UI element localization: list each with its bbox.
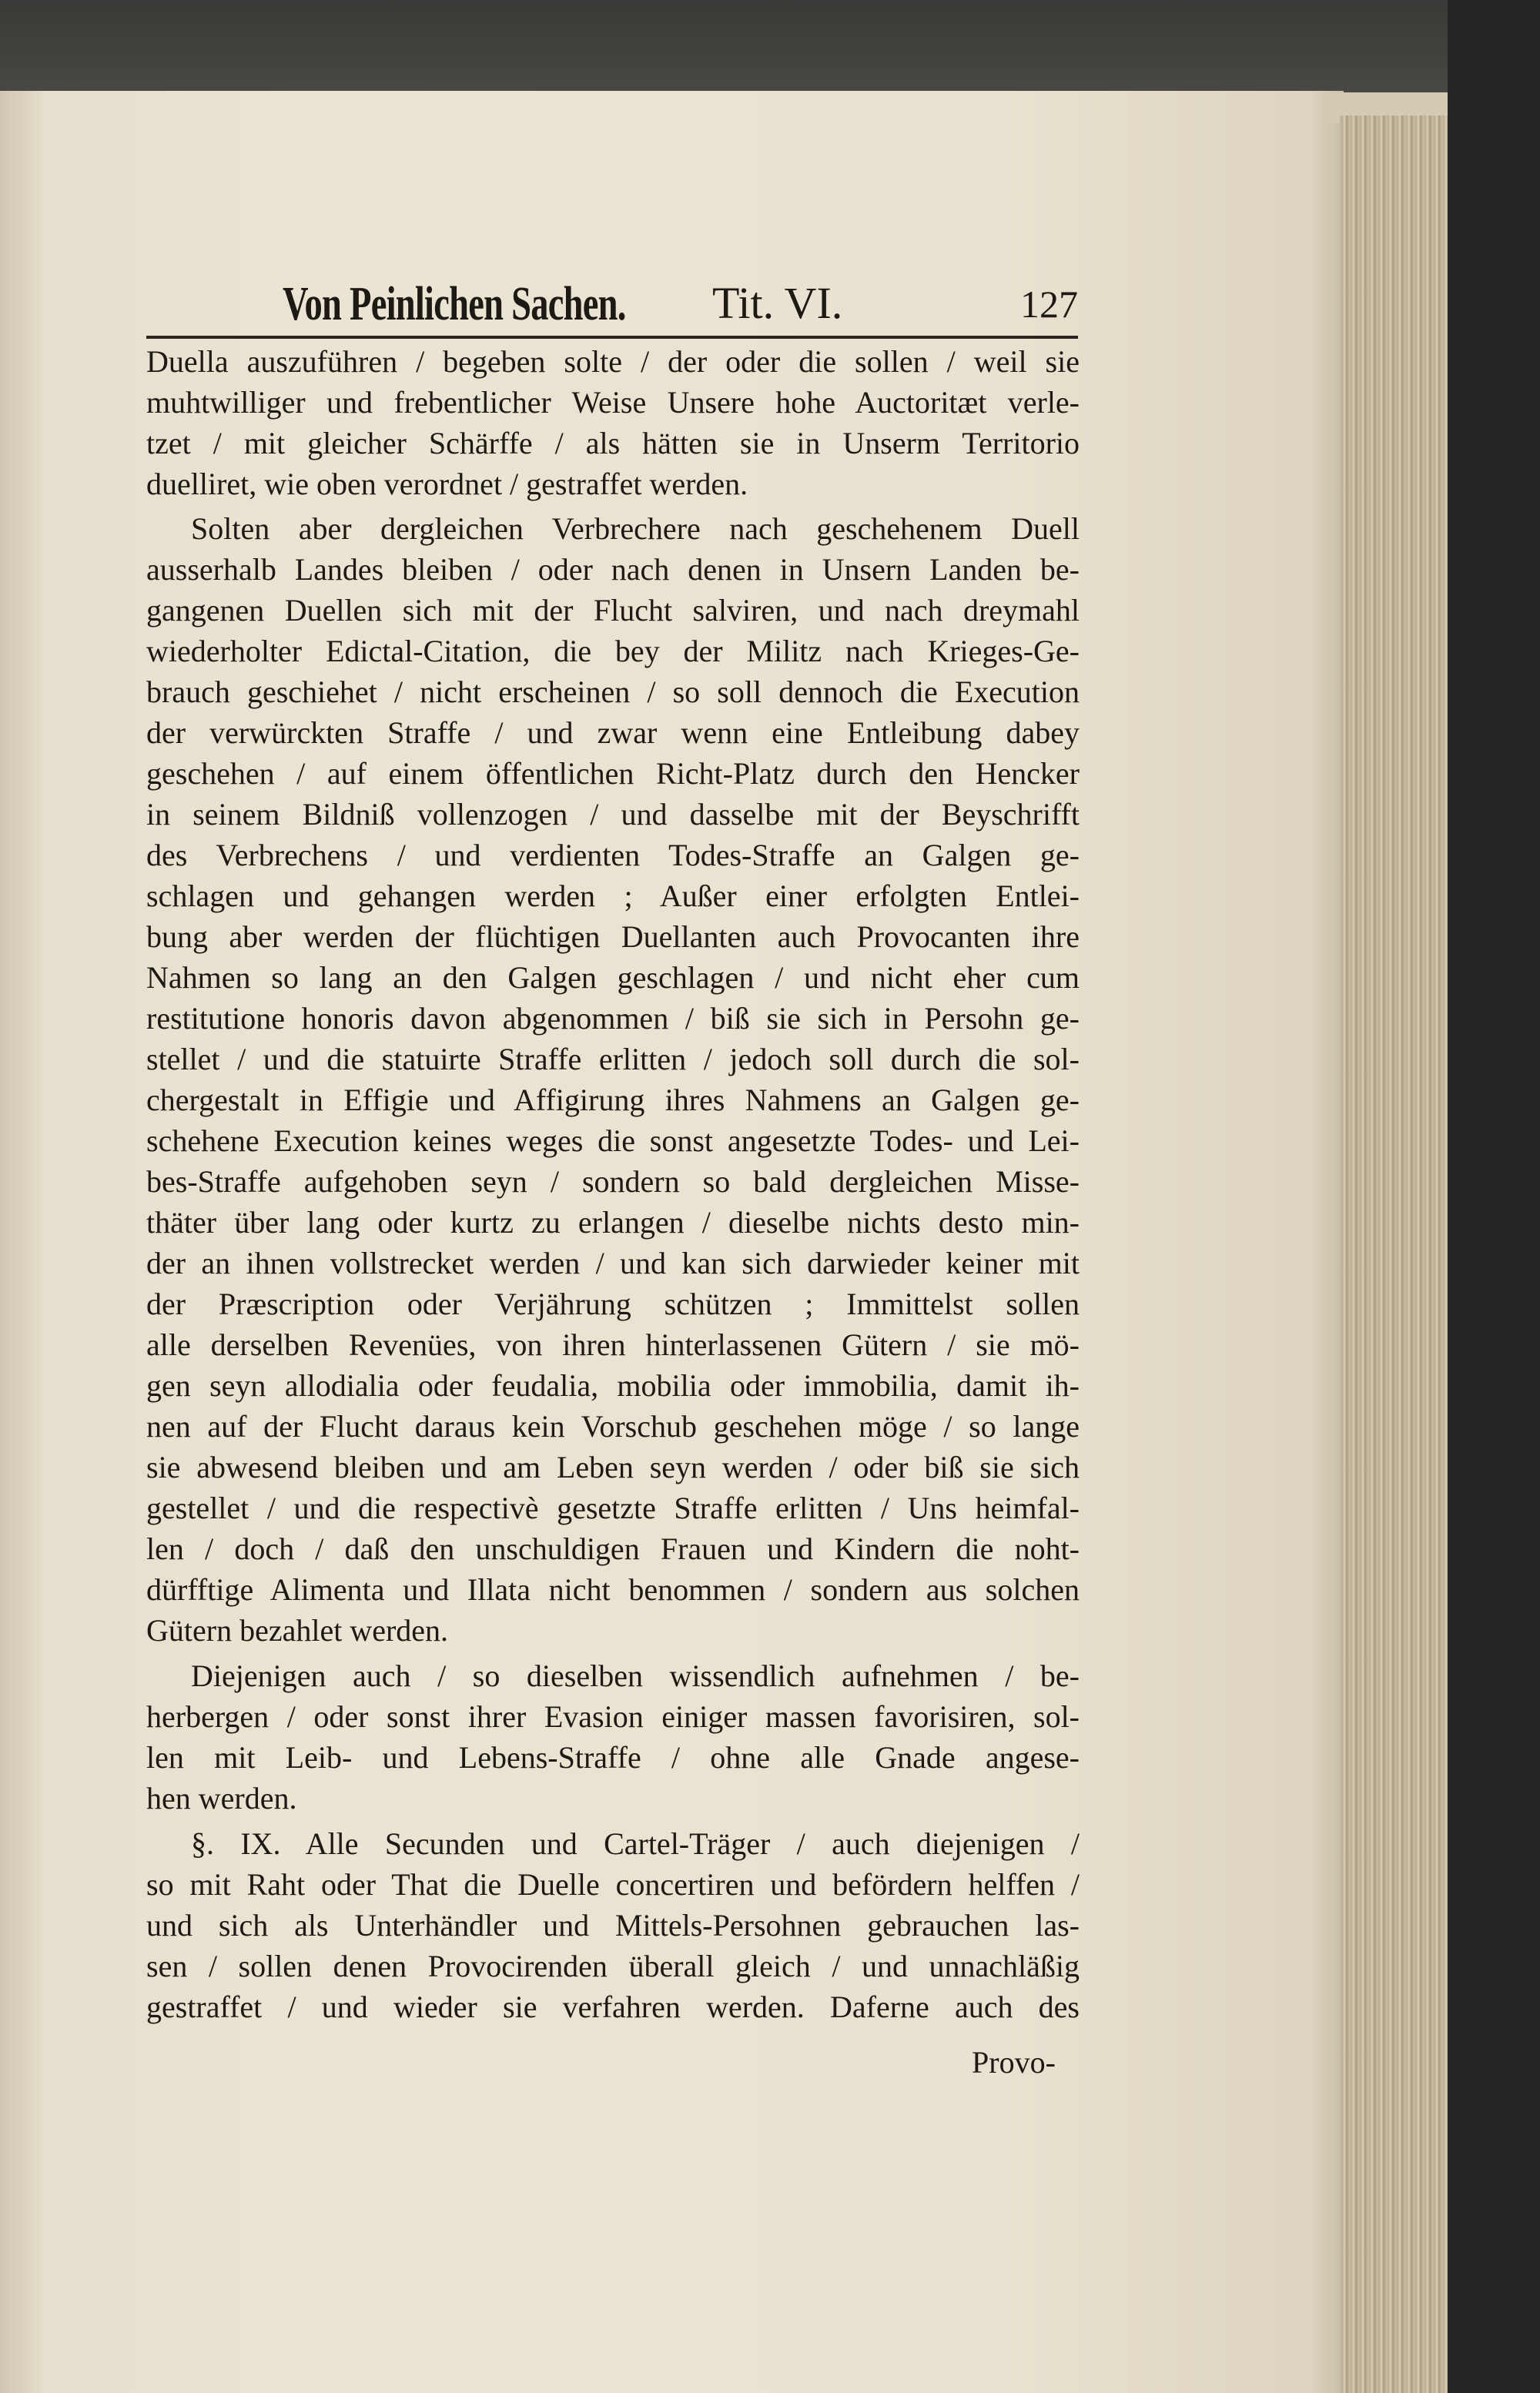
text-line: bes-Straffe aufgehoben seyn / sondern so bald dergleichen Misse-: [146, 1164, 1080, 1199]
text-line: duelliret, wie oben verordnet / gestraffet werden.: [146, 467, 748, 501]
text-line: dürfftige Alimenta und Illata nicht benommen / sondern aus solchen: [146, 1572, 1080, 1607]
text-line: Duella auszuführen / begeben solte / der oder die sollen / weil sie: [146, 344, 1080, 379]
text-line: so mit Raht oder That die Duelle concertiren und befördern helffen /: [146, 1867, 1080, 1902]
text-line: gestellet / und die respectivè gesetzte Straffe erlitten / Uns heimfal-: [146, 1491, 1080, 1525]
text-line: thäter über lang oder kurtz zu erlangen / dieselbe nichts desto min-: [146, 1205, 1080, 1240]
running-title: Von Peinlichen Sachen.: [283, 278, 626, 330]
text-line: len / doch / daß den unschuldigen Frauen und Kindern die noht-: [146, 1531, 1080, 1566]
text-line: chergestalt in Effigie und Affigirung ihres Nahmens an Galgen ge-: [146, 1083, 1080, 1117]
text-line: nen auf der Flucht daraus kein Vorschub geschehen möge / so lange: [146, 1409, 1080, 1444]
scanner-background-right: [1448, 0, 1540, 2393]
page-stack-edges: [1340, 115, 1448, 2393]
text-line: gen seyn allodialia oder feudalia, mobilia oder immobilia, damit ih-: [146, 1368, 1080, 1403]
catchword: Provo-: [972, 2045, 1056, 2080]
text-line: ausserhalb Landes bleiben / oder nach denen in Unsern Landen be-: [146, 552, 1080, 587]
page-header: [146, 277, 1078, 331]
text-line: Nahmen so lang an den Galgen geschlagen / und nicht eher cum: [146, 960, 1080, 995]
text-line: §. IX. Alle Secunden und Cartel-Träger / auch diejenigen /: [191, 1826, 1080, 1861]
paragraph-fugitives: [146, 508, 1080, 1651]
text-line: schlagen und gehangen werden ; Außer einer erfolgten Entlei-: [146, 879, 1080, 913]
text-line: herbergen / oder sonst ihrer Evasion einiger massen favorisiren, sol-: [146, 1699, 1080, 1734]
text-line: der verwürckten Straffe / und zwar wenn eine Entleibung dabey: [146, 715, 1080, 750]
text-line: bung aber werden der flüchtigen Duellanten auch Provocanten ihre: [146, 919, 1080, 954]
text-line: alle derselben Revenües, von ihren hinterlassenen Gütern / sie mö-: [146, 1327, 1080, 1362]
text-line: sie abwesend bleiben und am Leben seyn werden / oder biß sie sich: [146, 1450, 1080, 1484]
scanner-background-top: [0, 0, 1540, 96]
text-line: Gütern bezahlet werden.: [146, 1613, 449, 1648]
text-line: hen werden.: [146, 1781, 297, 1816]
text-line: in seinem Bildniß vollenzogen / und dasselbe mit der Beyschrifft: [146, 797, 1080, 832]
paragraph-continuation: [146, 341, 1080, 504]
text-line: der an ihnen vollstrecket werden / und kan sich darwieder keiner mit: [146, 1246, 1080, 1280]
text-line: des Verbrechens / und verdienten Todes-Straffe an Galgen ge-: [146, 838, 1080, 872]
text-line: restitutione honoris davon abgenommen / biß sie sich in Persohn ge-: [146, 1001, 1080, 1036]
text-line: brauch geschiehet / nicht erscheinen / so soll dennoch die Execution: [146, 674, 1080, 709]
text-line: und sich als Unterhändler und Mittels-Persohnen gebrauchen las-: [146, 1908, 1080, 1943]
page-number: 127: [1020, 283, 1078, 326]
paragraph-harborers: [146, 1655, 1080, 1819]
text-line: muhtwilliger und frebentlicher Weise Unsere hohe Auctoritæt verle-: [146, 385, 1080, 420]
title-number: Tit. VI.: [712, 278, 843, 328]
header-rule: [146, 336, 1078, 339]
text-line: Solten aber dergleichen Verbrechere nach geschehenem Duell: [191, 511, 1080, 546]
text-line: tzet / mit gleicher Schärffe / als hätten sie in Unserm Territorio: [146, 426, 1080, 460]
text-line: gestraffet / und wieder sie verfahren werden. Daferne auch des: [146, 1990, 1080, 2024]
text-line: gangenen Duellen sich mit der Flucht salviren, und nach dreymahl: [146, 593, 1080, 628]
text-line: stellet / und die statuirte Straffe erlitten / jedoch soll durch die sol-: [146, 1042, 1080, 1076]
text-line: schehene Execution keines weges die sonst angesetzte Todes- und Lei-: [146, 1123, 1080, 1158]
text-line: Diejenigen auch / so dieselben wissendlich aufnehmen / be-: [191, 1658, 1080, 1693]
text-line: len mit Leib- und Lebens-Straffe / ohne alle Gnade angese-: [146, 1740, 1080, 1775]
text-line: wiederholter Edictal-Citation, die bey der Militz nach Krieges-Ge-: [146, 634, 1080, 668]
paragraph-section-ix: [146, 1823, 1080, 2027]
text-line: sen / sollen denen Provocirenden überall gleich / und unnachläßig: [146, 1949, 1080, 1983]
text-line: geschehen / auf einem öffentlichen Richt-Platz durch den Hencker: [146, 756, 1080, 791]
text-line: der Præscription oder Verjährung schützen ; Immittelst sollen: [146, 1287, 1080, 1321]
